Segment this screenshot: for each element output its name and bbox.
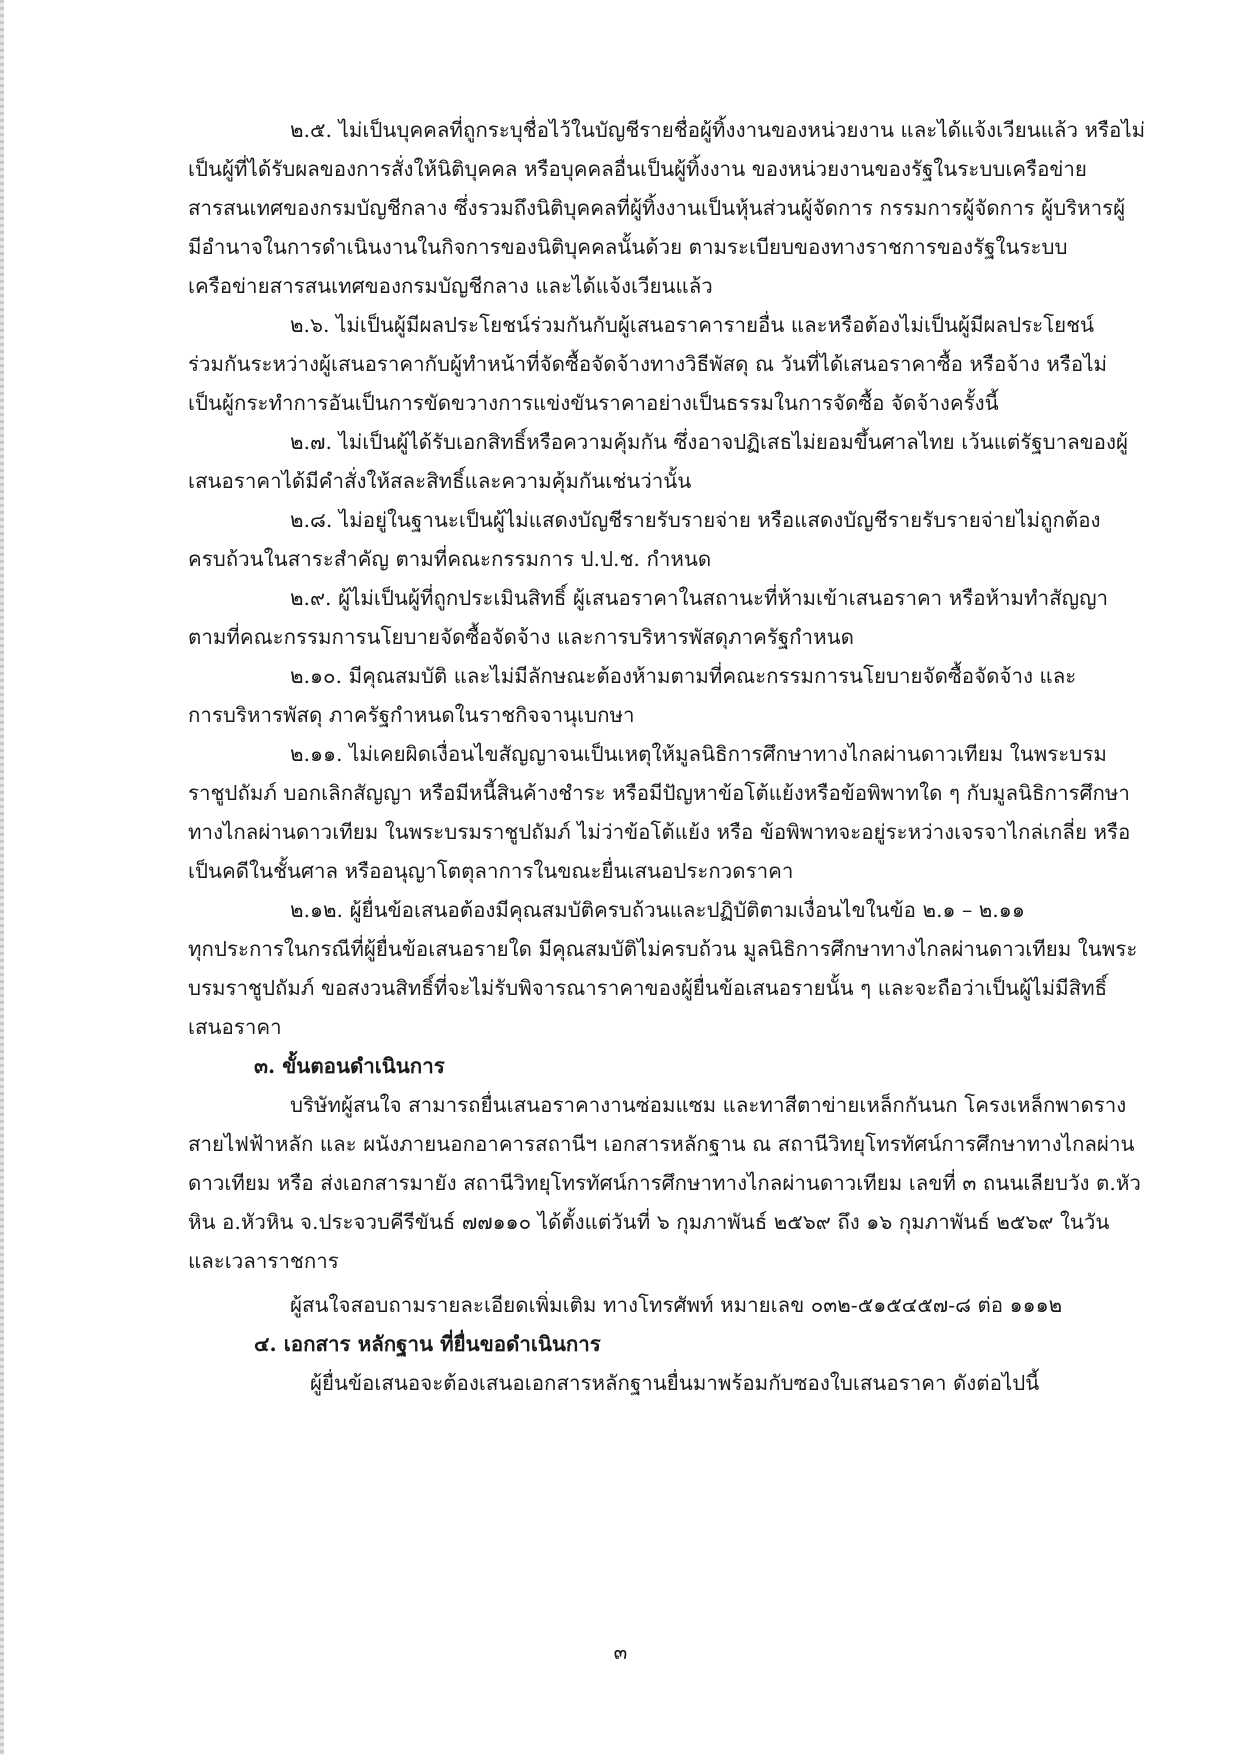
section-heading: ๓. ขั้นตอนดำเนินการ [254, 1054, 445, 1078]
paragraph-line: ราชูปถัมภ์ บอกเลิกสัญญา หรือมีหนี้สินค้างชำระ หรือมีปัญหาข้อโต้แย้งหรือข้อพิพาทใด ๆ กับมูลนิธิการศึกษา [188, 781, 1130, 805]
paragraph-line: ร่วมกันระหว่างผู้เสนอราคากับผู้ทำหน้าที่จัดซื้อจัดจ้างทางวิธีพัสดุ ณ วันที่ได้เสนอราคาซื้อ หรือจ้าง หรือไม่ [188, 352, 1108, 376]
paragraph-line: เป็นผู้ที่ได้รับผลของการสั่งให้นิติบุคคล หรือบุคคลอื่นเป็นผู้ทิ้งงาน ของหน่วยงานของรัฐในระบบเครือข่าย [188, 157, 1087, 181]
paragraph-line: ครบถ้วนในสาระสำคัญ ตามที่คณะกรรมการ ป.ป.ช. กำหนด [188, 547, 712, 571]
paragraph-line: หิน อ.หัวหิน จ.ประจวบคีรีขันธ์ ๗๗๑๑๐ ได้ตั้งแต่วันที่ ๖ กุมภาพันธ์ ๒๕๖๙ ถึง ๑๖ กุมภาพันธ์ ๒๕๖๙ ในวัน [188, 1210, 1110, 1234]
paragraph-line: การบริหารพัสดุ ภาครัฐกำหนดในราชกิจจานุเบกษา [188, 703, 635, 727]
paragraph-line: เป็นผู้กระทำการอันเป็นการขัดขวางการแข่งขันราคาอย่างเป็นธรรมในการจัดซื้อ จัดจ้างครั้งนี้ [188, 391, 999, 415]
paragraph-line: ๒.๗. ไม่เป็นผู้ได้รับเอกสิทธิ์หรือความคุ้มกัน ซึ่งอาจปฏิเสธไม่ยอมขึ้นศาลไทย เว้นแต่รัฐบาลของผู้ [290, 430, 1129, 454]
paragraph-line: สายไฟฟ้าหลัก และ ผนังภายนอกอาคารสถานีฯ เอกสารหลักฐาน ณ สถานีวิทยุโทรทัศน์การศึกษาทางไกลผ่าน [188, 1132, 1135, 1156]
paragraph-line: เสนอราคาได้มีคำสั่งให้สละสิทธิ์และความคุ้มกันเช่นว่านั้น [188, 469, 692, 493]
paragraph-line: เครือข่ายสารสนเทศของกรมบัญชีกลาง และได้แจ้งเวียนแล้ว [188, 274, 713, 298]
scan-edge [0, 0, 4, 1755]
paragraph-line: เสนอราคา [188, 1015, 282, 1039]
paragraph-line: มีอำนาจในการดำเนินงานในกิจการของนิติบุคคลนั้นด้วย ตามระเบียบของทางราชการของรัฐในระบบ [188, 235, 1068, 259]
paragraph-line: ผู้ยื่นข้อเสนอจะต้องเสนอเอกสารหลักฐานยื่นมาพร้อมกับซองใบเสนอราคา ดังต่อไปนี้ [310, 1371, 1040, 1395]
page-number: ๓ [613, 1640, 628, 1664]
paragraph-line: ๒.๙. ผู้ไม่เป็นผู้ที่ถูกประเมินสิทธิ์ ผู้เสนอราคาในสถานะที่ห้ามเข้าเสนอราคา หรือห้ามทำสัญญา [290, 586, 1109, 610]
paragraph-line: สารสนเทศของกรมบัญชีกลาง ซึ่งรวมถึงนิติบุคคลที่ผู้ทิ้งงานเป็นหุ้นส่วนผู้จัดการ กรรมการผู้จัดการ ผู้บริหารผู้ [188, 196, 1126, 220]
paragraph-line: ดาวเทียม หรือ ส่งเอกสารมายัง สถานีวิทยุโทรทัศน์การศึกษาทางไกลผ่านดาวเทียม เลขที่ ๓ ถนนเลียบวัง ต.หัว [188, 1171, 1141, 1195]
paragraph-line: บรมราชูปถัมภ์ ขอสงวนสิทธิ์ที่จะไม่รับพิจารณาราคาของผู้ยื่นข้อเสนอรายนั้น ๆ และจะถือว่าเป็นผู้ไม่มีสิทธิ์ [188, 976, 1108, 1000]
paragraph-line: ตามที่คณะกรรมการนโยบายจัดซื้อจัดจ้าง และการบริหารพัสดุภาครัฐกำหนด [188, 625, 854, 649]
paragraph-line: บริษัทผู้สนใจ สามารถยื่นเสนอราคางานซ่อมแซม และทาสีตาข่ายเหล็กกันนก โครงเหล็กพาดราง [290, 1093, 1127, 1117]
paragraph-line: ๒.๑๑. ไม่เคยผิดเงื่อนไขสัญญาจนเป็นเหตุให้มูลนิธิการศึกษาทางไกลผ่านดาวเทียม ในพระบรม [290, 742, 1107, 766]
paragraph-line: ๒.๑๒. ผู้ยื่นข้อเสนอต้องมีคุณสมบัติครบถ้วนและปฏิบัติตามเงื่อนไขในข้อ ๒.๑ – ๒.๑๑ [290, 898, 1025, 922]
paragraph-line: ๒.๑๐. มีคุณสมบัติ และไม่มีลักษณะต้องห้ามตามที่คณะกรรมการนโยบายจัดซื้อจัดจ้าง และ [290, 664, 1077, 688]
section-heading: ๔. เอกสาร หลักฐาน ที่ยื่นขอดำเนินการ [254, 1332, 601, 1356]
paragraph-line: ทุกประการในกรณีที่ผู้ยื่นข้อเสนอรายใด มีคุณสมบัติไม่ครบถ้วน มูลนิธิการศึกษาทางไกลผ่านดาวเทียม ในพระ [188, 937, 1138, 961]
paragraph-line: ทางไกลผ่านดาวเทียม ในพระบรมราชูปถัมภ์ ไม่ว่าข้อโต้แย้ง หรือ ข้อพิพาทจะอยู่ระหว่างเจรจาไกล่เกลี่ย หรือ [188, 820, 1131, 844]
paragraph-line: ๒.๘. ไม่อยู่ในฐานะเป็นผู้ไม่แสดงบัญชีรายรับรายจ่าย หรือแสดงบัญชีรายรับรายจ่ายไม่ถูกต้อง [290, 508, 1101, 532]
paragraph-line: ผู้สนใจสอบถามรายละเอียดเพิ่มเติม ทางโทรศัพท์ หมายเลข ๐๓๒-๕๑๕๔๕๗-๘ ต่อ ๑๑๑๒ [290, 1293, 1063, 1317]
paragraph-line: ๒.๕. ไม่เป็นบุคคลที่ถูกระบุชื่อไว้ในบัญชีรายชื่อผู้ทิ้งงานของหน่วยงาน และได้แจ้งเวียนแล้ว หรือไม่ [290, 118, 1146, 142]
paragraph-line: ๒.๖. ไม่เป็นผู้มีผลประโยชน์ร่วมกันกับผู้เสนอราคารายอื่น และหรือต้องไม่เป็นผู้มีผลประโยชน์ [290, 313, 1095, 337]
paragraph-line: เป็นคดีในชั้นศาล หรืออนุญาโตตุลาการในขณะยื่นเสนอประกวดราคา [188, 859, 794, 883]
paragraph-line: และเวลาราชการ [188, 1249, 339, 1273]
